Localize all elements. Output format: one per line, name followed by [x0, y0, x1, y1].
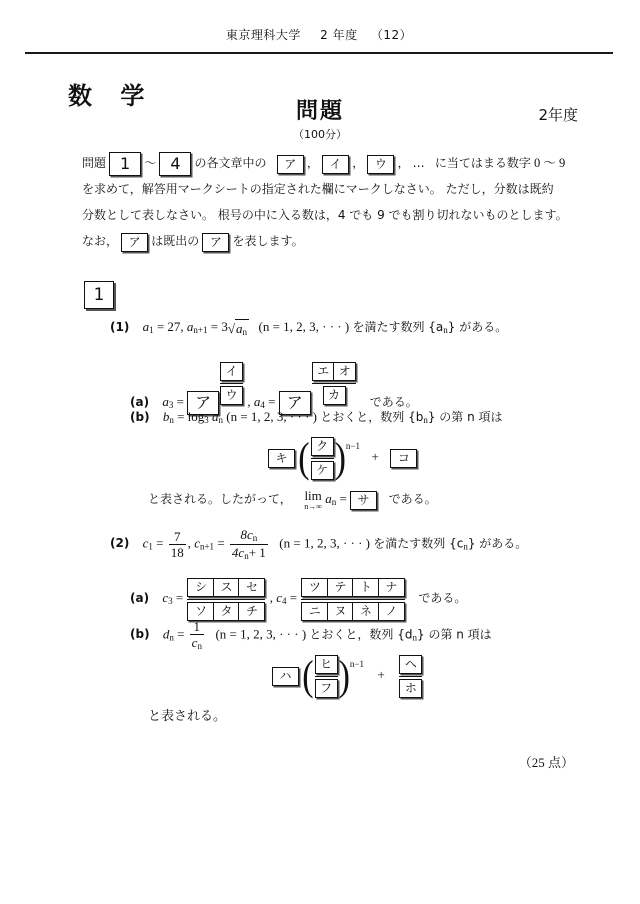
instruction-line-1 — [82, 150, 582, 176]
instructions-block — [82, 150, 582, 254]
answer-box-ha: ハ — [272, 667, 299, 686]
part2-initial-denominator: 18 — [170, 545, 184, 560]
part2b-exponent: n−1 — [349, 659, 364, 670]
part1-an1-subscript: n+1 — [193, 325, 208, 335]
part2-sequence-sub: n — [463, 541, 468, 552]
instruction-range-end-box: 4 — [159, 152, 191, 176]
part2b-jp-text-end: } の第 n 項は — [417, 627, 492, 642]
instruction-tilde: ～ — [144, 156, 157, 170]
part1b-limit-equals: = — [339, 491, 347, 506]
part1a-exponent-fraction-2 — [312, 362, 357, 405]
left-paren: ( — [298, 434, 310, 482]
part2-equals-2: = — [217, 535, 225, 551]
points-note — [519, 752, 574, 771]
part2-cn1-symbol: c — [194, 535, 200, 551]
instruction-text-c: に当てはまる数字 — [434, 156, 531, 170]
answer-box-group-c4-num — [301, 578, 405, 597]
answer-box-so: ソ — [187, 602, 214, 621]
instruction-blank-box-i: イ — [322, 155, 349, 174]
answer-box-te: テ — [327, 578, 354, 597]
answer-box-group-c3-num — [187, 578, 265, 597]
part1a-a3-subscript: 3 — [168, 399, 174, 410]
part2b-dn-subscript: n — [169, 632, 174, 643]
part2-initial-numerator: 7 — [173, 529, 181, 544]
instruction-line4-text-a: なお， — [82, 234, 119, 248]
part1-index-range: (n = 1, 2, 3, · · · ) — [258, 319, 350, 334]
part1-sequence-sub: n — [443, 325, 448, 335]
part1a-exponent-fraction-1 — [220, 362, 243, 405]
exam-year: 2年度 — [538, 106, 578, 124]
part2-index-range: (n = 1, 2, 3, · · · ) — [279, 535, 371, 551]
part1a-comma: , — [247, 393, 251, 409]
part2-label: (2) — [110, 536, 130, 551]
instruction-comma-3: ， — [397, 156, 410, 170]
answer-box-ke: ケ — [311, 461, 334, 480]
answer-box-ka: カ — [323, 386, 346, 405]
part1b-an-symbol: a — [212, 409, 219, 424]
part2b-reciprocal-fraction — [190, 620, 204, 651]
instruction-comma-2: ， — [352, 156, 365, 170]
answer-box-shi: シ — [187, 578, 214, 597]
part2b-jp-text: とおくと，数列 {d — [309, 627, 413, 642]
points-value: （25 点） — [518, 755, 574, 770]
part1b-row — [130, 408, 503, 425]
part1b-an-subscript: n — [218, 415, 224, 425]
part2b-label: (b) — [130, 627, 150, 642]
instruction-shaded-box-ref: ア — [121, 233, 148, 252]
answer-box-a-base2: ア — [279, 391, 311, 415]
answer-box-ne: ネ — [352, 602, 379, 621]
part2-recurrence-den-end: + 1 — [248, 545, 266, 560]
part2-comma: , — [187, 535, 191, 551]
part2a-c4-symbol: c — [276, 590, 282, 606]
part1-statement — [110, 318, 507, 337]
part2b-reciprocal-den-sub: n — [197, 641, 202, 651]
answer-box-u: ウ — [220, 386, 243, 405]
instruction-line-2: を求めて，解答用マークシートの指定された欄にマークしなさい。 ただし，分数は既約 — [82, 182, 554, 196]
header-year: 2 年度 — [320, 28, 358, 42]
answer-box-i: イ — [220, 362, 243, 381]
answer-box-ku: ク — [311, 437, 334, 456]
part2-equals-1: = — [156, 535, 164, 551]
answer-box-ni: ニ — [301, 602, 328, 621]
part2b-dn-symbol: d — [162, 626, 170, 642]
part2b-row — [130, 620, 492, 651]
part1b-limit-variable: a — [325, 491, 332, 506]
part1b-log-equals: = log — [177, 409, 205, 424]
right-paren: ) — [334, 434, 346, 482]
answer-box-to: ト — [352, 578, 379, 597]
part1-label: (1) — [110, 320, 130, 334]
answer-box-na: ナ — [378, 578, 405, 597]
part1b-limit-variable-sub: n — [331, 497, 337, 507]
part2-recurrence-den-sub: n — [244, 551, 249, 561]
instruction-ellipsis: … — [412, 156, 425, 170]
part2-sequence-text-end: } がある。 — [467, 536, 528, 551]
instruction-blank-box-a: ア — [277, 155, 304, 174]
part1a-tail-text: である。 — [369, 394, 418, 409]
part1b-index-range: (n = 1, 2, 3, · · · ) — [226, 409, 317, 424]
exam-duration: （100分） — [293, 128, 347, 141]
sqrt-icon: $√a_n$ — [227, 321, 247, 338]
part1b-formula — [268, 434, 417, 482]
header-page-number: （12） — [370, 28, 413, 42]
part1a-a4-symbol: a — [253, 393, 261, 409]
answer-box-group-c3-den — [187, 602, 265, 621]
answer-box-se: セ — [238, 578, 265, 597]
part1-sqrt-radicand: a — [235, 321, 243, 337]
part2b-reciprocal-den-text: c — [191, 635, 198, 650]
answer-box-group-e-o — [312, 362, 357, 381]
answer-box-sa: サ — [350, 491, 377, 510]
answer-box-chi: チ — [238, 602, 265, 621]
part2b-plus-sign: + — [377, 667, 385, 683]
answer-box-group-c4-den — [301, 602, 405, 621]
part2b-equals: = — [177, 626, 185, 642]
part2a-c4-fraction — [301, 578, 405, 621]
instruction-comma-1: ， — [306, 156, 319, 170]
part1b-bn-symbol: b — [162, 409, 170, 424]
part2-initial-fraction — [169, 530, 186, 559]
page-title: 問題 — [295, 99, 344, 124]
instruction-line4-text-b: は既出の — [151, 234, 200, 248]
answer-box-a-base1: ア — [187, 391, 219, 415]
part1-sequence-text: を満たす数列 {a — [352, 320, 444, 334]
part2-c1-subscript: 1 — [148, 541, 153, 552]
part2-recurrence-num-text: 8c — [240, 527, 253, 542]
part1b-tail-text-1: と表される。したがって， — [148, 492, 292, 506]
answer-box-nu: ヌ — [327, 602, 354, 621]
answer-box-tsu: ツ — [301, 578, 328, 597]
part2-recurrence-numerator — [230, 528, 268, 544]
part2b-jp-sub: n — [412, 632, 417, 643]
part1-sequence-text-end: } がある。 — [447, 320, 508, 334]
answer-box-o: オ — [333, 362, 356, 381]
answer-box-no: ノ — [378, 602, 405, 621]
part1b-tail-text-2: である。 — [388, 492, 437, 506]
part1b-ratio-fraction — [311, 437, 334, 480]
instruction-range-start-box: 1 — [109, 152, 141, 176]
page-header — [25, 26, 613, 43]
answer-box-e: エ — [312, 362, 335, 381]
limit-lim-text: lim — [304, 488, 322, 503]
part2b-reciprocal-numerator: 1 — [193, 619, 201, 634]
limit-operator — [304, 489, 322, 511]
part2a-c3-subscript: 3 — [168, 596, 173, 607]
part2-statement — [110, 528, 527, 561]
part2-recurrence-den-text: 4c — [231, 545, 245, 560]
answer-box-fu: フ — [315, 679, 338, 698]
instruction-word-problem: 問題 — [82, 156, 107, 170]
part2a-row — [130, 578, 466, 621]
part2a-equals-2: = — [289, 590, 298, 606]
part2-sequence-text: を満たす数列 {c — [373, 536, 464, 551]
subject-title: 数 学 — [68, 82, 155, 110]
part1a-a4-subscript: 4 — [260, 399, 265, 410]
part1b-log-base: 3 — [204, 415, 209, 425]
part2-cn1-subscript: n+1 — [199, 541, 215, 552]
part2a-c4-subscript: 4 — [281, 596, 287, 607]
part2b-constant-fraction — [399, 655, 422, 698]
part2-c1-symbol: c — [142, 535, 149, 551]
answer-box-ko: コ — [390, 449, 417, 468]
instruction-line-4 — [82, 228, 582, 254]
part1a-equals-1: = — [176, 393, 184, 409]
answer-box-hi: ヒ — [315, 655, 338, 674]
part2a-c3-symbol: c — [162, 590, 169, 606]
answer-box-ho: ホ — [399, 679, 422, 698]
part2a-equals-1: = — [175, 590, 184, 606]
header-divider — [25, 52, 613, 54]
header-university: 東京理科大学 — [225, 28, 301, 42]
part2-recurrence-denominator — [230, 544, 268, 561]
part2b-reciprocal-denominator — [190, 634, 204, 651]
limit-subscript: n→∞ — [304, 501, 322, 511]
answer-box-su: ス — [213, 578, 240, 597]
part1a-equals-2: = — [268, 393, 276, 409]
part1b-bn-subscript: n — [169, 415, 174, 425]
part1a-label: (a) — [130, 394, 150, 409]
part2b-formula — [272, 652, 423, 700]
answer-box-he: ヘ — [399, 655, 422, 674]
instruction-shaded-box-orig: ア — [202, 233, 229, 252]
instruction-line-3: 分数として表しなさい。 根号の中に入る数は，4 でも 9 でも割り切れないものとします。 — [82, 208, 568, 222]
part1-a1-symbol: a — [142, 319, 150, 334]
part2-recurrence-fraction — [230, 528, 268, 561]
part1-a1-equation: = 27, — [156, 319, 184, 334]
part1-a1-subscript: 1 — [149, 325, 154, 335]
part1b-jp-text-end: } の第 n 項は — [427, 410, 503, 424]
instruction-digit-range: 0 ～ 9 — [533, 156, 566, 170]
part2a-c3-fraction — [187, 578, 265, 621]
part2a-label: (a) — [130, 591, 150, 606]
instruction-line4-text-c: を表します。 — [232, 234, 304, 248]
instruction-text-b: の各文章中の — [194, 156, 267, 170]
part1b-limit-row — [148, 489, 437, 511]
part1-recurrence-equals: = 3 — [210, 319, 228, 334]
part2b-index-range: (n = 1, 2, 3, · · · ) — [215, 626, 307, 642]
part1b-jp-text: とおくと，数列 {b — [320, 410, 424, 424]
instruction-blank-box-u: ウ — [367, 155, 394, 174]
part2b-ratio-fraction — [315, 655, 338, 698]
problem-number-heading — [84, 281, 114, 309]
part1b-jp-sub: n — [423, 415, 428, 425]
answer-box-ta: タ — [213, 602, 240, 621]
left-paren-2: ( — [302, 652, 314, 700]
answer-box-ki: キ — [268, 449, 295, 468]
part1a-a3-symbol: a — [162, 393, 169, 409]
right-paren-2: ) — [338, 652, 350, 700]
part2b-tail-text: と表される。 — [148, 709, 227, 724]
part1-sqrt-radicand-sub: n — [242, 327, 247, 338]
part2a-comma: , — [269, 590, 273, 606]
part2a-tail-text: である。 — [418, 591, 467, 606]
part2-recurrence-num-sub: n — [252, 533, 258, 543]
part1-an1-symbol: a — [186, 319, 194, 334]
part1b-exponent: n−1 — [345, 441, 360, 452]
part1b-label: (b) — [130, 410, 150, 424]
part1b-plus-sign: + — [371, 449, 379, 465]
problem-number-box: 1 — [84, 281, 114, 309]
